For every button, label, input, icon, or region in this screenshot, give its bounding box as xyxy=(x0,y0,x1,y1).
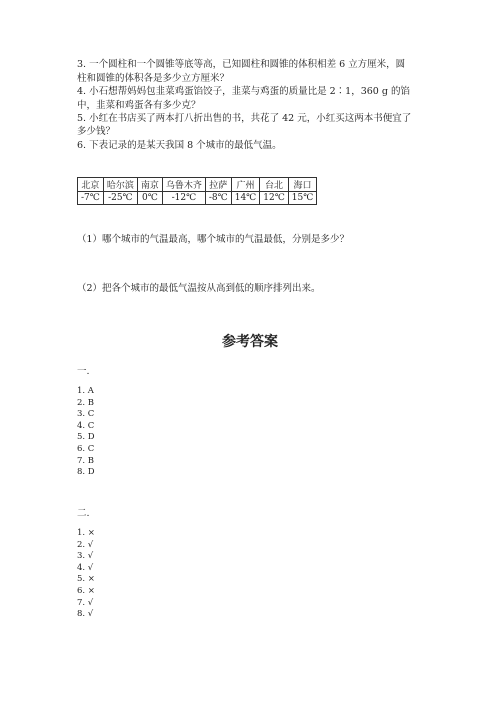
section-2-heading: 二. xyxy=(77,508,90,519)
table-cell-city: 哈尔滨 xyxy=(103,178,137,192)
answer-item: 5. D xyxy=(77,432,95,443)
answer-item: 8. √ xyxy=(77,609,94,620)
sub-question-2: （2）把各个城市的最低气温按从高到低的顺序排列出来。 xyxy=(77,283,321,294)
answer-item: 5. × xyxy=(77,574,95,585)
table-row-cities xyxy=(78,178,317,192)
table-cell-temp: -25℃ xyxy=(103,192,137,205)
section-2-answers xyxy=(77,528,95,621)
answer-item: 3. C xyxy=(77,409,95,420)
answer-item: 7. B xyxy=(77,455,95,466)
answer-item: 4. C xyxy=(77,420,95,431)
section-1-answers xyxy=(77,386,95,479)
table-cell-city: 南京 xyxy=(137,178,162,192)
question-4-line-1: 4. 小石想帮妈妈包韭菜鸡蛋馅饺子，韭菜与鸡蛋的质量比是 2∶1，360 g 的馅 xyxy=(77,86,410,97)
question-5-line-1: 5. 小红在书店买了两本打八折出售的书，共花了 42 元，小红买这两本书便宜了 xyxy=(77,113,412,124)
temperature-table xyxy=(77,177,317,205)
table-cell-city: 台北 xyxy=(260,178,289,192)
table-cell-temp: -12℃ xyxy=(162,192,205,205)
table-cell-city: 乌鲁木齐 xyxy=(162,178,205,192)
table-cell-temp: 14℃ xyxy=(231,192,260,205)
question-3-line-2: 柱和圆锥的体积各是多少立方厘米？ xyxy=(77,73,230,84)
table-cell-city: 广州 xyxy=(231,178,260,192)
answer-item: 1. A xyxy=(77,386,94,396)
question-4-line-2: 中，韭菜和鸡蛋各有多少克？ xyxy=(77,100,201,111)
answer-item: 1. × xyxy=(77,528,95,538)
table-cell-temp: 0℃ xyxy=(137,192,162,205)
answer-item: 6. × xyxy=(77,585,95,596)
section-1-heading: 一. xyxy=(77,366,90,377)
answer-item: 7. √ xyxy=(77,597,94,608)
answers-title: 参考答案 xyxy=(222,334,278,350)
answer-item: 2. √ xyxy=(77,539,94,550)
table-cell-city: 北京 xyxy=(78,178,104,192)
answer-item: 6. C xyxy=(77,443,95,454)
table-cell-temp: 15℃ xyxy=(288,192,317,205)
sub-question-1: （1）哪个城市的气温最高，哪个城市的气温最低，分别是多少？ xyxy=(77,234,350,245)
table-cell-city: 海口 xyxy=(288,178,317,192)
table-cell-temp: 12℃ xyxy=(260,192,289,205)
answer-item: 4. √ xyxy=(77,562,94,573)
table-cell-city: 拉萨 xyxy=(205,178,231,192)
answer-item: 8. D xyxy=(77,467,95,478)
table-cell-temp: -7℃ xyxy=(78,192,104,205)
question-6-line-1: 6. 下表记录的是某天我国 8 个城市的最低气温。 xyxy=(77,140,282,151)
question-5-line-2: 多少钱？ xyxy=(77,126,116,137)
table-cell-temp: -8℃ xyxy=(205,192,231,205)
table-row-temps xyxy=(78,192,317,205)
question-3-line-1: 3. 一个圆柱和一个圆锥等底等高，已知圆柱和圆锥的体积相差 6 立方厘米，圆 xyxy=(77,59,406,70)
answer-item: 3. √ xyxy=(77,551,94,562)
answer-item: 2. B xyxy=(77,397,95,408)
